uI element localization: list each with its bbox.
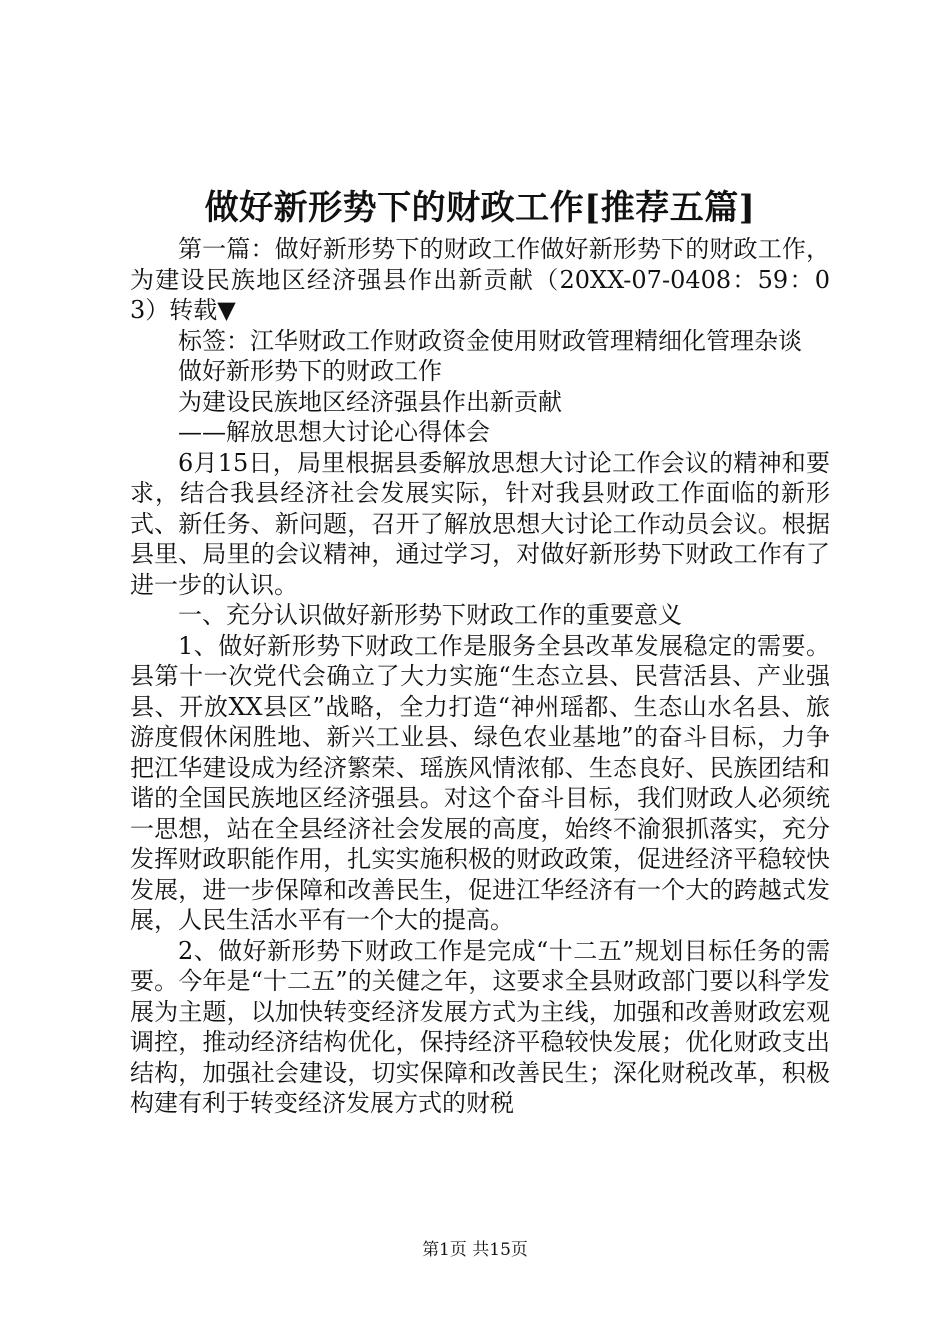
- paragraph-body-1: 6月15日，局里根据县委解放思想大讨论工作会议的精神和要求，结合我县经济社会发展实际，针对我县财政工作面临的新形式、新任务、新问题，召开了解放思想大讨论工作动员会议。根据县里、局里的会议精神，通过学习，对做好新形势下财政工作有了进一步的认识。: [130, 448, 830, 599]
- page-number-footer: 第1页 共15页: [422, 1240, 528, 1260]
- paragraph-subtitle-2: 为建设民族地区经济强县作出新贡献: [178, 387, 562, 416]
- paragraph-tags: 标签：江华财政工作财政资金使用财政管理精细化管理杂谈: [178, 326, 802, 355]
- paragraph-subtitle-3: ——解放思想大讨论心得体会: [178, 418, 490, 446]
- paragraph-body-3: 2、做好新形势下财政工作是完成“十二五”规划目标任务的需要。今年是“十二五”的关健之年，这要求全县财政部门要以科学发展为主题，以加快转变经济发展方式为主线，加强和改善财政宏观调控，推动经济结构优化，保持经济平稳较快发展；优化财政支出结构，加强社会建设，切实保障和改善民生；深化财税改革，积极构建有利于转变经济发展方式的财税: [130, 936, 830, 1117]
- document-body: [130, 234, 830, 1119]
- document-title: 做好新形势下的财政工作[推荐五篇]: [204, 188, 756, 228]
- paragraph-intro: 第一篇：做好新形势下的财政工作做好新形势下的财政工作，为建设民族地区经济强县作出新贡献（20XX-07-0408：59：03）转载▼: [130, 235, 830, 324]
- section-heading-1: 一、充分认识做好新形势下财政工作的重要意义: [178, 601, 682, 629]
- paragraph-subtitle-1: 做好新形势下的财政工作: [178, 357, 442, 385]
- paragraph-body-2: 1、做好新形势下财政工作是服务全县改革发展稳定的需要。县第十一次党代会确立了大力实施“生态立县、民营活县、产业强县、开放XX县区”战略，全力打造“神州瑶都、生态山水名县、旅游度假休闲胜地、新兴工业县、绿色农业基地”的奋斗目标，力争把江华建设成为经济繁荣、瑶族风情浓郁、生态良好、民族团结和谐的全国民族地区经济强县。对这个奋斗目标，我们财政人必须统一思想，站在全县经济社会发展的高度，始终不渝狠抓落实，充分发挥财政职能作用，扎实实施积极的财政政策，促进经济平稳较快发展，进一步保障和改善民生，促进江华经济有一个大的跨越式发展，人民生活水平有一个大的提高。: [130, 631, 830, 934]
